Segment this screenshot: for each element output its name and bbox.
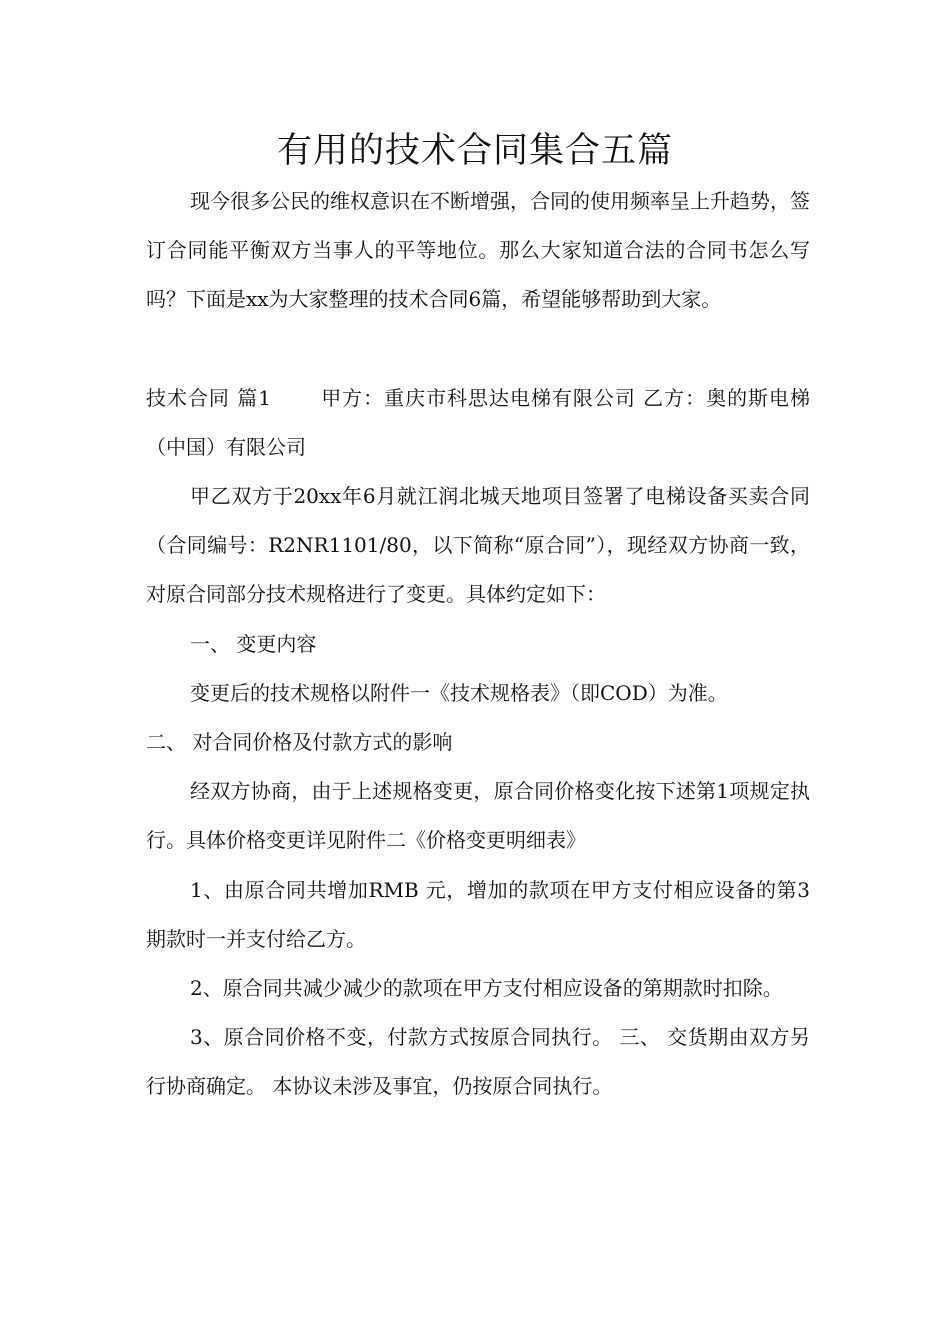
section-heading-changes: 一、 变更内容 xyxy=(190,631,317,656)
paragraph-gap xyxy=(146,325,810,374)
contract-parties-paragraph: 技术合同 篇1 甲方：重庆市科思达电梯有限公司 乙方：奥的斯电梯（中国）有限公司 xyxy=(146,385,810,459)
clause-1-paragraph: 1、由原合同共增加RMB 元，增加的款项在甲方支付相应设备的第3期款时一并支付给乙方。 xyxy=(146,877,810,951)
intro-paragraph: 现今很多公民的维权意识在不断增强，合同的使用频率呈上升趋势，签订合同能平衡双方当事人的平等地位。那么大家知道合法的合同书怎么写吗？下面是xx为大家整理的技术合同6篇，希望能够帮助到大家。 xyxy=(146,189,810,312)
contract-background-paragraph: 甲乙双方于20xx年6月就江润北城天地项目签署了电梯设备买卖合同（合同编号：R2NR1101/80，以下简称“原合同”），现经双方协商一致，对原合同部分技术规格进行了变更。具体约定如下： xyxy=(146,484,810,607)
changes-content-paragraph: 变更后的技术规格以附件一《技术规格表》（即COD）为准。 xyxy=(190,680,728,705)
clause-2-paragraph: 2、原合同共减少减少的款项在甲方支付相应设备的第期款时扣除。 xyxy=(190,976,783,1001)
section-heading-price-impact: 二、 对合同价格及付款方式的影响 xyxy=(146,730,453,755)
document-title: 有用的技术合同集合五篇 xyxy=(276,131,673,171)
clause-3-paragraph: 3、原合同价格不变，付款方式按原合同执行。 三、 交货期由双方另行协商确定。 本协议未涉及事宜，仍按原合同执行。 xyxy=(146,1025,810,1099)
document-body xyxy=(146,177,810,1112)
price-impact-paragraph: 经双方协商，由于上述规格变更，原合同价格变化按下述第1项规定执行。具体价格变更详见附件二《价格变更明细表》 xyxy=(146,779,810,853)
